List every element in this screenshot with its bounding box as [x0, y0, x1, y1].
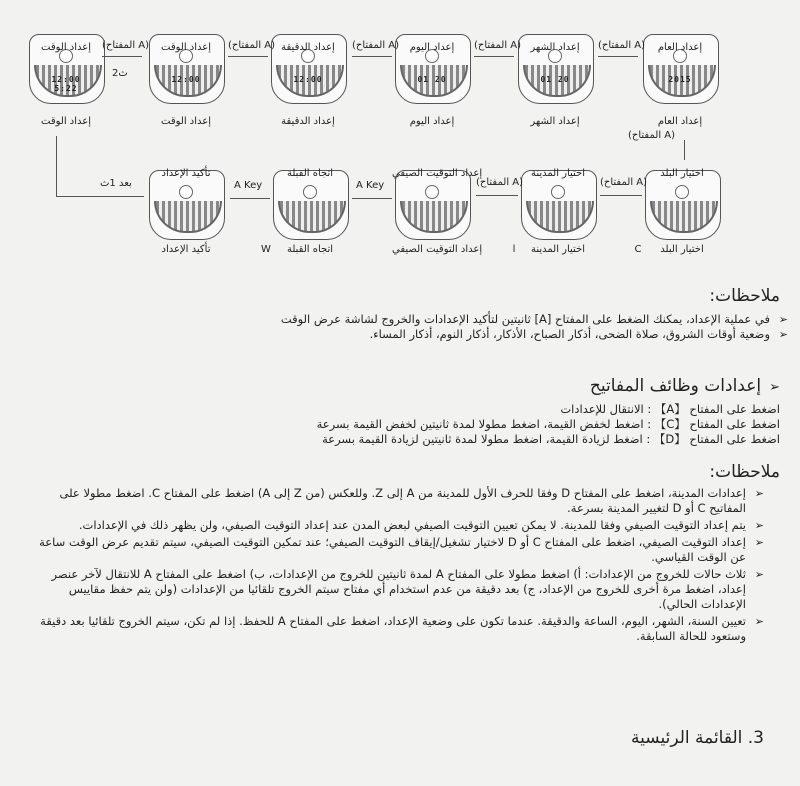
- main-menu-heading: 3. القائمة الرئيسية: [631, 728, 764, 748]
- flow-step: [26, 34, 106, 134]
- note-item: ➢ تعيين السنة، الشهر، اليوم، الساعة والدقيقة. عندما تكون على وضعية الإعداد، اضغط على المفتاح A للحفظ. إذا لم تكن، سيتم الخروج تلقائيا بعد دقيقة وستعود للحالة السابقة.: [40, 614, 764, 643]
- step-top-label: إعداد اليوم: [409, 42, 455, 53]
- note-item: ➢ إعدادات المدينة، اضغط على المفتاح D وفقا للحرف الأول للمدينة من A إلى Z. وللعكس (من Z إلى A) اضغط على المفتاح C. اضغط مطولا على المفاتيح C أو D لتغيير المدينة بسرعة.: [59, 486, 764, 515]
- key-row: اضغط على المفتاح 【A】 : الانتقال للإعدادات: [560, 402, 780, 416]
- flow-step: [392, 34, 472, 134]
- after-one-second-label: بعد 1ث: [100, 178, 132, 189]
- step-top-label: إعداد الدقيقة: [281, 42, 335, 53]
- step-bottom-label: إعداد الوقت: [161, 116, 211, 127]
- note-item: ➢ في عملية الإعداد، يمكنك الضغط على المفتاح [A] ثانيتين لتأكيد الإعدادات والخروج لشاشة عرض الوقت: [280, 312, 788, 326]
- note-item: ➢ وضعية أوقات الشروق، صلاة الضحى، أذكار الصباح، الأذكار، أذكار النوم، أذكار المساء.: [369, 327, 788, 341]
- watch-face-icon: [645, 170, 721, 240]
- flow-step: [268, 34, 348, 134]
- step-top-label: إعداد الشهر: [530, 42, 580, 53]
- flow-step: [640, 34, 720, 134]
- watch-face-icon: 12:00 5:22: [29, 34, 105, 104]
- flow-step: [512, 162, 602, 262]
- step-bottom-label: اتجاه القبلة: [286, 244, 334, 255]
- step-top-label: إعداد العام: [657, 42, 703, 53]
- key-a-arrow-label: (المفتاح A): [598, 40, 646, 51]
- flow-step: [261, 162, 354, 262]
- step-side-label: ا: [512, 244, 516, 255]
- flow-step: [634, 162, 726, 262]
- watch-face-icon: [273, 170, 349, 240]
- step-bottom-label: إعداد الوقت: [41, 116, 91, 127]
- step-bottom-label: إعداد التوقيت الصيفي: [392, 244, 483, 255]
- key-a-arrow-label: (المفتاح A): [352, 40, 400, 51]
- watch-face-icon: 12:00: [271, 34, 347, 104]
- step-bottom-label: اختيار المدينة: [530, 244, 586, 255]
- notes-section-2: [10, 462, 780, 646]
- watch-face-icon: 01 20: [395, 34, 471, 104]
- watch-face-icon: 12:00: [149, 34, 225, 104]
- key-a-arrow-label: (المفتاح A): [600, 177, 648, 188]
- step-bottom-label: إعداد الدقيقة: [281, 116, 335, 127]
- key-a-arrow-label: (المفتاح A): [228, 40, 276, 51]
- step-top-label: اختيار البلد: [660, 168, 704, 179]
- setup-flow-diagram: [0, 0, 800, 262]
- step-top-label: إعداد الوقت: [161, 42, 211, 53]
- a-key-arrow-label: A Key: [356, 180, 385, 191]
- flow-step: [146, 162, 230, 262]
- key-a-arrow-label: (المفتاح A): [476, 177, 524, 188]
- key-a-arrow-label: (المفتاح A): [474, 40, 522, 51]
- key-a-arrow-label: (المفتاح A): [102, 40, 150, 51]
- flow-step: [146, 34, 226, 134]
- key-row: اضغط على المفتاح 【C】 : اضغط لخفض القيمة، اضغط مطولا لمدة ثانيتين لخفض القيمة بسرعة: [316, 417, 780, 431]
- step-top-label: اتجاه القبلة: [286, 168, 334, 179]
- watch-face-icon: 2015: [643, 34, 719, 104]
- watch-face-icon: 01 20: [518, 34, 594, 104]
- flow-step: [392, 162, 483, 262]
- a-key-arrow-label: A Key: [234, 180, 263, 191]
- note-item: ➢ ثلاث حالات للخروج من الإعدادات: أ) اضغط مطولا على المفتاح A لمدة ثانيتين للخروج من الإعدادات، ب) اضغط على المفتاح A للانتقال لآخر عنصر إعداد، اضغط مرة أخرى للخروج من الإعداد، ج) بعد دقيقة من عدم استخدام أي مفتاح سيتم الخروج تلقائيا من الإعدادات (ولن يتم حفظ مقاييس الإعدادات الحالي).: [51, 567, 764, 611]
- notes-section-1: [10, 286, 788, 342]
- step-top-label: إعداد الوقت: [41, 42, 91, 53]
- step-side-label: W: [261, 244, 271, 255]
- step-top-label: اختيار المدينة: [530, 168, 586, 179]
- two-second-label: 2ث: [112, 68, 128, 79]
- step-bottom-label: إعداد العام: [657, 116, 703, 127]
- watch-face-icon: [395, 170, 471, 240]
- step-top-label: تأكيد الإعداد: [161, 168, 211, 179]
- step-bottom-label: إعداد اليوم: [409, 116, 455, 127]
- note-item: ➢ إعداد التوقيت الصيفي، اضغط على المفتاح C أو D لاختيار تشغيل/إيقاف التوقيت الصيفي؛ عند تمكين التوقيت الصيفي، سيتم تقديم عرض الوقت ساعة عن الوقت القياسي.: [39, 535, 764, 564]
- notes-title: ملاحظات:: [709, 462, 780, 482]
- key-functions-section: [10, 376, 780, 447]
- key-a-arrow-label: (المفتاح A): [628, 130, 676, 141]
- step-bottom-label: تأكيد الإعداد: [161, 244, 211, 255]
- note-item: ➢ يتم إعداد التوقيت الصيفي وفقا للمدينة. لا يمكن تعيين التوقيت الصيفي لبعض المدن عند إعداد التوقيت الصيفي، ولن يظهر ذلك في الإعدادات.: [78, 518, 764, 532]
- notes-title: ملاحظات:: [709, 286, 780, 306]
- step-side-label: C: [634, 244, 642, 255]
- flow-step: [515, 34, 595, 134]
- watch-face-icon: [521, 170, 597, 240]
- step-bottom-label: اختيار البلد: [660, 244, 704, 255]
- step-bottom-label: إعداد الشهر: [530, 116, 580, 127]
- key-row: اضغط على المفتاح 【D】 : اضغط لزيادة القيمة، اضغط مطولا لمدة ثانيتين لزيادة القيمة بسرعة: [322, 432, 780, 446]
- watch-face-icon: [149, 170, 225, 240]
- key-functions-title: ➢إعدادات وظائف المفاتيح: [589, 376, 780, 396]
- step-top-label: إعداد التوقيت الصيفي: [392, 168, 483, 179]
